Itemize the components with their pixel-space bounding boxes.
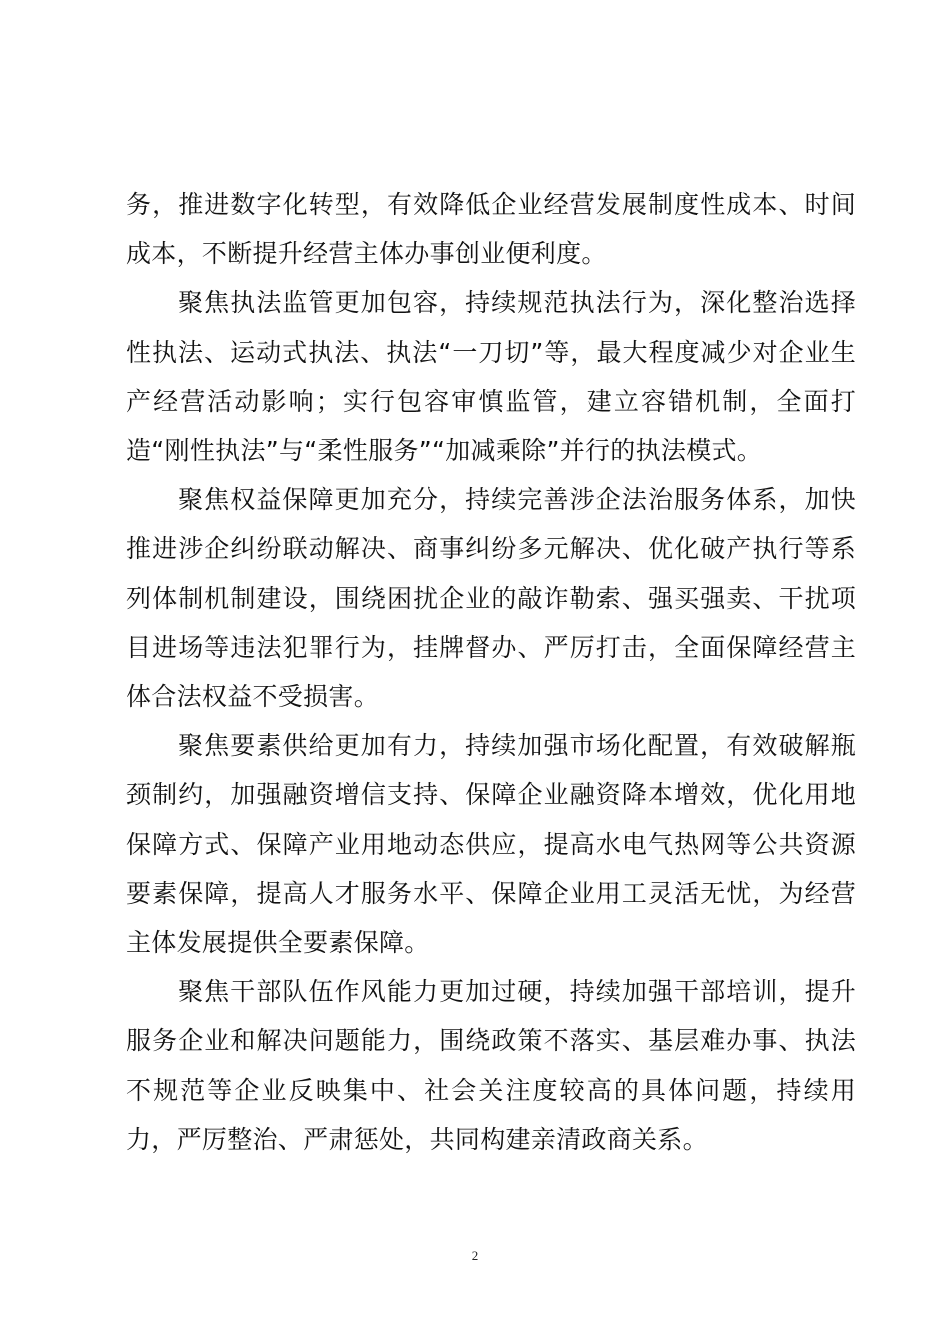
paragraph-law-enforcement: 聚焦执法监管更加包容，持续规范执法行为，深化整治选择性执法、运动式执法、执法“一刀切”等，最大程度减少对企业生产经营活动影响；实行包容审慎监管，建立容错机制，全面打造“刚性执法”与“柔性服务”“加减乘除”并行的执法模式。 <box>126 288 856 466</box>
body-text <box>126 180 856 1164</box>
paragraph-cadre-style: 聚焦干部队伍作风能力更加过硬，持续加强干部培训，提升服务企业和解决问题能力，围绕政策不落实、基层难办事、执法不规范等企业反映集中、社会关注度较高的具体问题，持续用力，严厉整治、严肃惩处，共同构建亲清政商关系。 <box>126 977 856 1154</box>
paragraph-rights-protection: 聚焦权益保障更加充分，持续完善涉企法治服务体系，加快推进涉企纠纷联动解决、商事纠纷多元解决、优化破产执行等系列体制机制建设，围绕困扰企业的敲诈勒索、强买强卖、干扰项目进场等违法犯罪行为，挂牌督办、严厉打击，全面保障经营主体合法权益不受损害。 <box>126 485 856 712</box>
paragraph-continuation: 务，推进数字化转型，有效降低企业经营发展制度性成本、时间成本，不断提升经营主体办事创业便利度。 <box>126 190 856 269</box>
page-number: 2 <box>471 1248 479 1263</box>
paragraph-factor-supply: 聚焦要素供给更加有力，持续加强市场化配置，有效破解瓶颈制约，加强融资增信支持、保障企业融资降本增效，优化用地保障方式、保障产业用地动态供应，提高水电气热网等公共资源要素保障，提高人才服务水平、保障企业用工灵活无忧，为经营主体发展提供全要素保障。 <box>126 731 856 958</box>
